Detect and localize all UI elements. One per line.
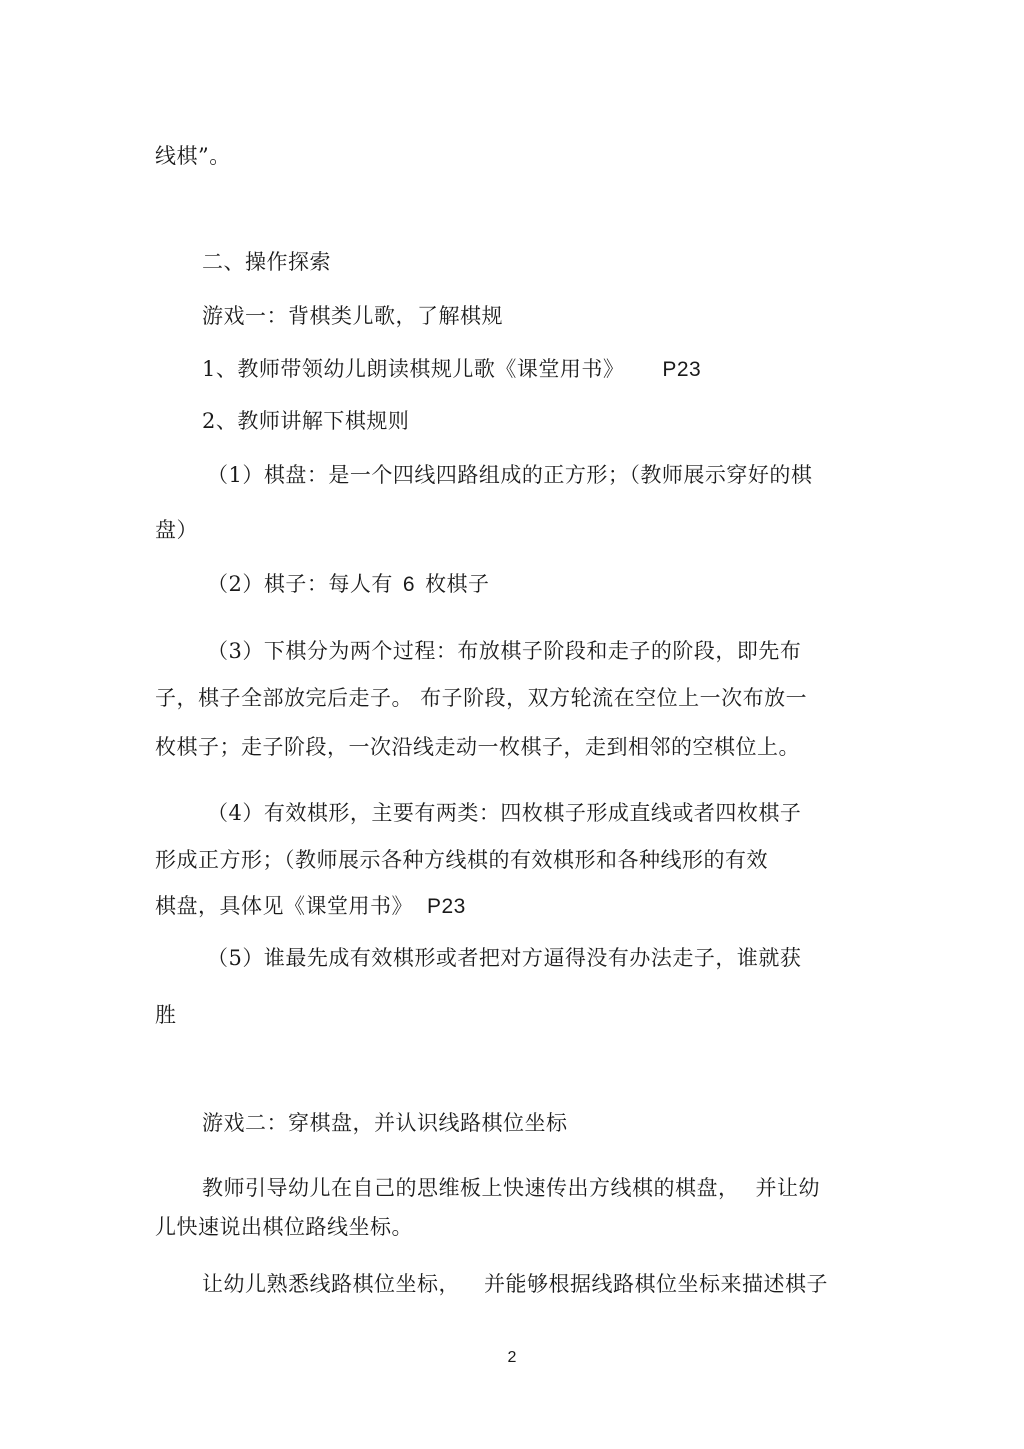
paragraph-line (202, 1174, 820, 1202)
line-text: 儿快速说出棋位路线坐标。 (155, 1215, 413, 1239)
line-text: 枚棋子；走子阶段，一次沿线走动一枚棋子，走到相邻的空棋位上。 (155, 735, 800, 759)
rule-text: （2）棋子：每人有 (207, 572, 393, 596)
section-heading (202, 248, 331, 276)
paragraph-line (155, 1213, 413, 1241)
list-item (202, 355, 701, 384)
paragraph-line (202, 1270, 828, 1298)
game-heading (202, 1109, 568, 1137)
heading-text: 游戏二：穿棋盘，并认识线路棋位坐标 (202, 1111, 568, 1135)
paragraph-line (155, 684, 807, 712)
page-reference: P23 (427, 895, 466, 918)
line-text: 子，棋子全部放完后走子。 布子阶段，双方轮流在空位上一次布放一 (155, 686, 808, 710)
line-text: 胜 (155, 1003, 177, 1027)
heading-text: 二、操作探索 (202, 250, 331, 274)
paragraph-line (155, 516, 198, 544)
rule-text: （5）谁最先成有效棋形或者把对方逼得没有办法走子，谁就获 (207, 946, 802, 970)
paragraph-line (155, 733, 800, 761)
heading-text: 游戏一：背棋类儿歌，了解棋规 (202, 304, 503, 328)
line-text: 盘） (155, 518, 198, 542)
page-reference: P23 (662, 358, 702, 381)
line-text: 并让幼 (755, 1176, 820, 1200)
line-text: 教师引导幼儿在自己的思维板上快速传出方线棋的棋盘， (202, 1176, 740, 1200)
list-item (202, 407, 409, 435)
rule-text: （4）有效棋形，主要有两类：四枚棋子形成直线或者四枚棋子 (207, 801, 802, 825)
rule-item (207, 570, 490, 599)
paragraph-line (155, 846, 768, 874)
rule-text: （3）下棋分为两个过程：布放棋子阶段和走子的阶段，即先布 (207, 639, 802, 663)
line-text: 形成正方形；（教师展示各种方线棋的有效棋形和各种线形的有效 (155, 848, 768, 872)
paragraph-line (155, 142, 231, 170)
item-text: 2、教师讲解下棋规则 (202, 409, 410, 433)
line-text: 线棋”。 (155, 144, 231, 168)
rule-item (207, 944, 801, 972)
line-text: 并能够根据线路棋位坐标来描述棋子 (484, 1272, 828, 1296)
rule-item (207, 799, 801, 827)
item-text: 1、教师带领幼儿朗读棋规儿歌《课堂用书》 (202, 357, 625, 381)
line-text: 让幼儿熟悉线路棋位坐标， (202, 1272, 460, 1296)
rule-text: 枚棋子 (425, 572, 490, 596)
paragraph-line (155, 892, 466, 921)
rule-item (207, 637, 801, 665)
paragraph-line (155, 1001, 177, 1029)
game-heading (202, 302, 503, 330)
rule-text: （1）棋盘：是一个四线四路组成的正方形；（教师展示穿好的棋 (207, 463, 813, 487)
rule-item (207, 461, 812, 489)
page-number: 2 (507, 1349, 517, 1366)
line-text: 棋盘，具体见《课堂用书》 (155, 894, 413, 918)
number: 6 (402, 573, 416, 596)
